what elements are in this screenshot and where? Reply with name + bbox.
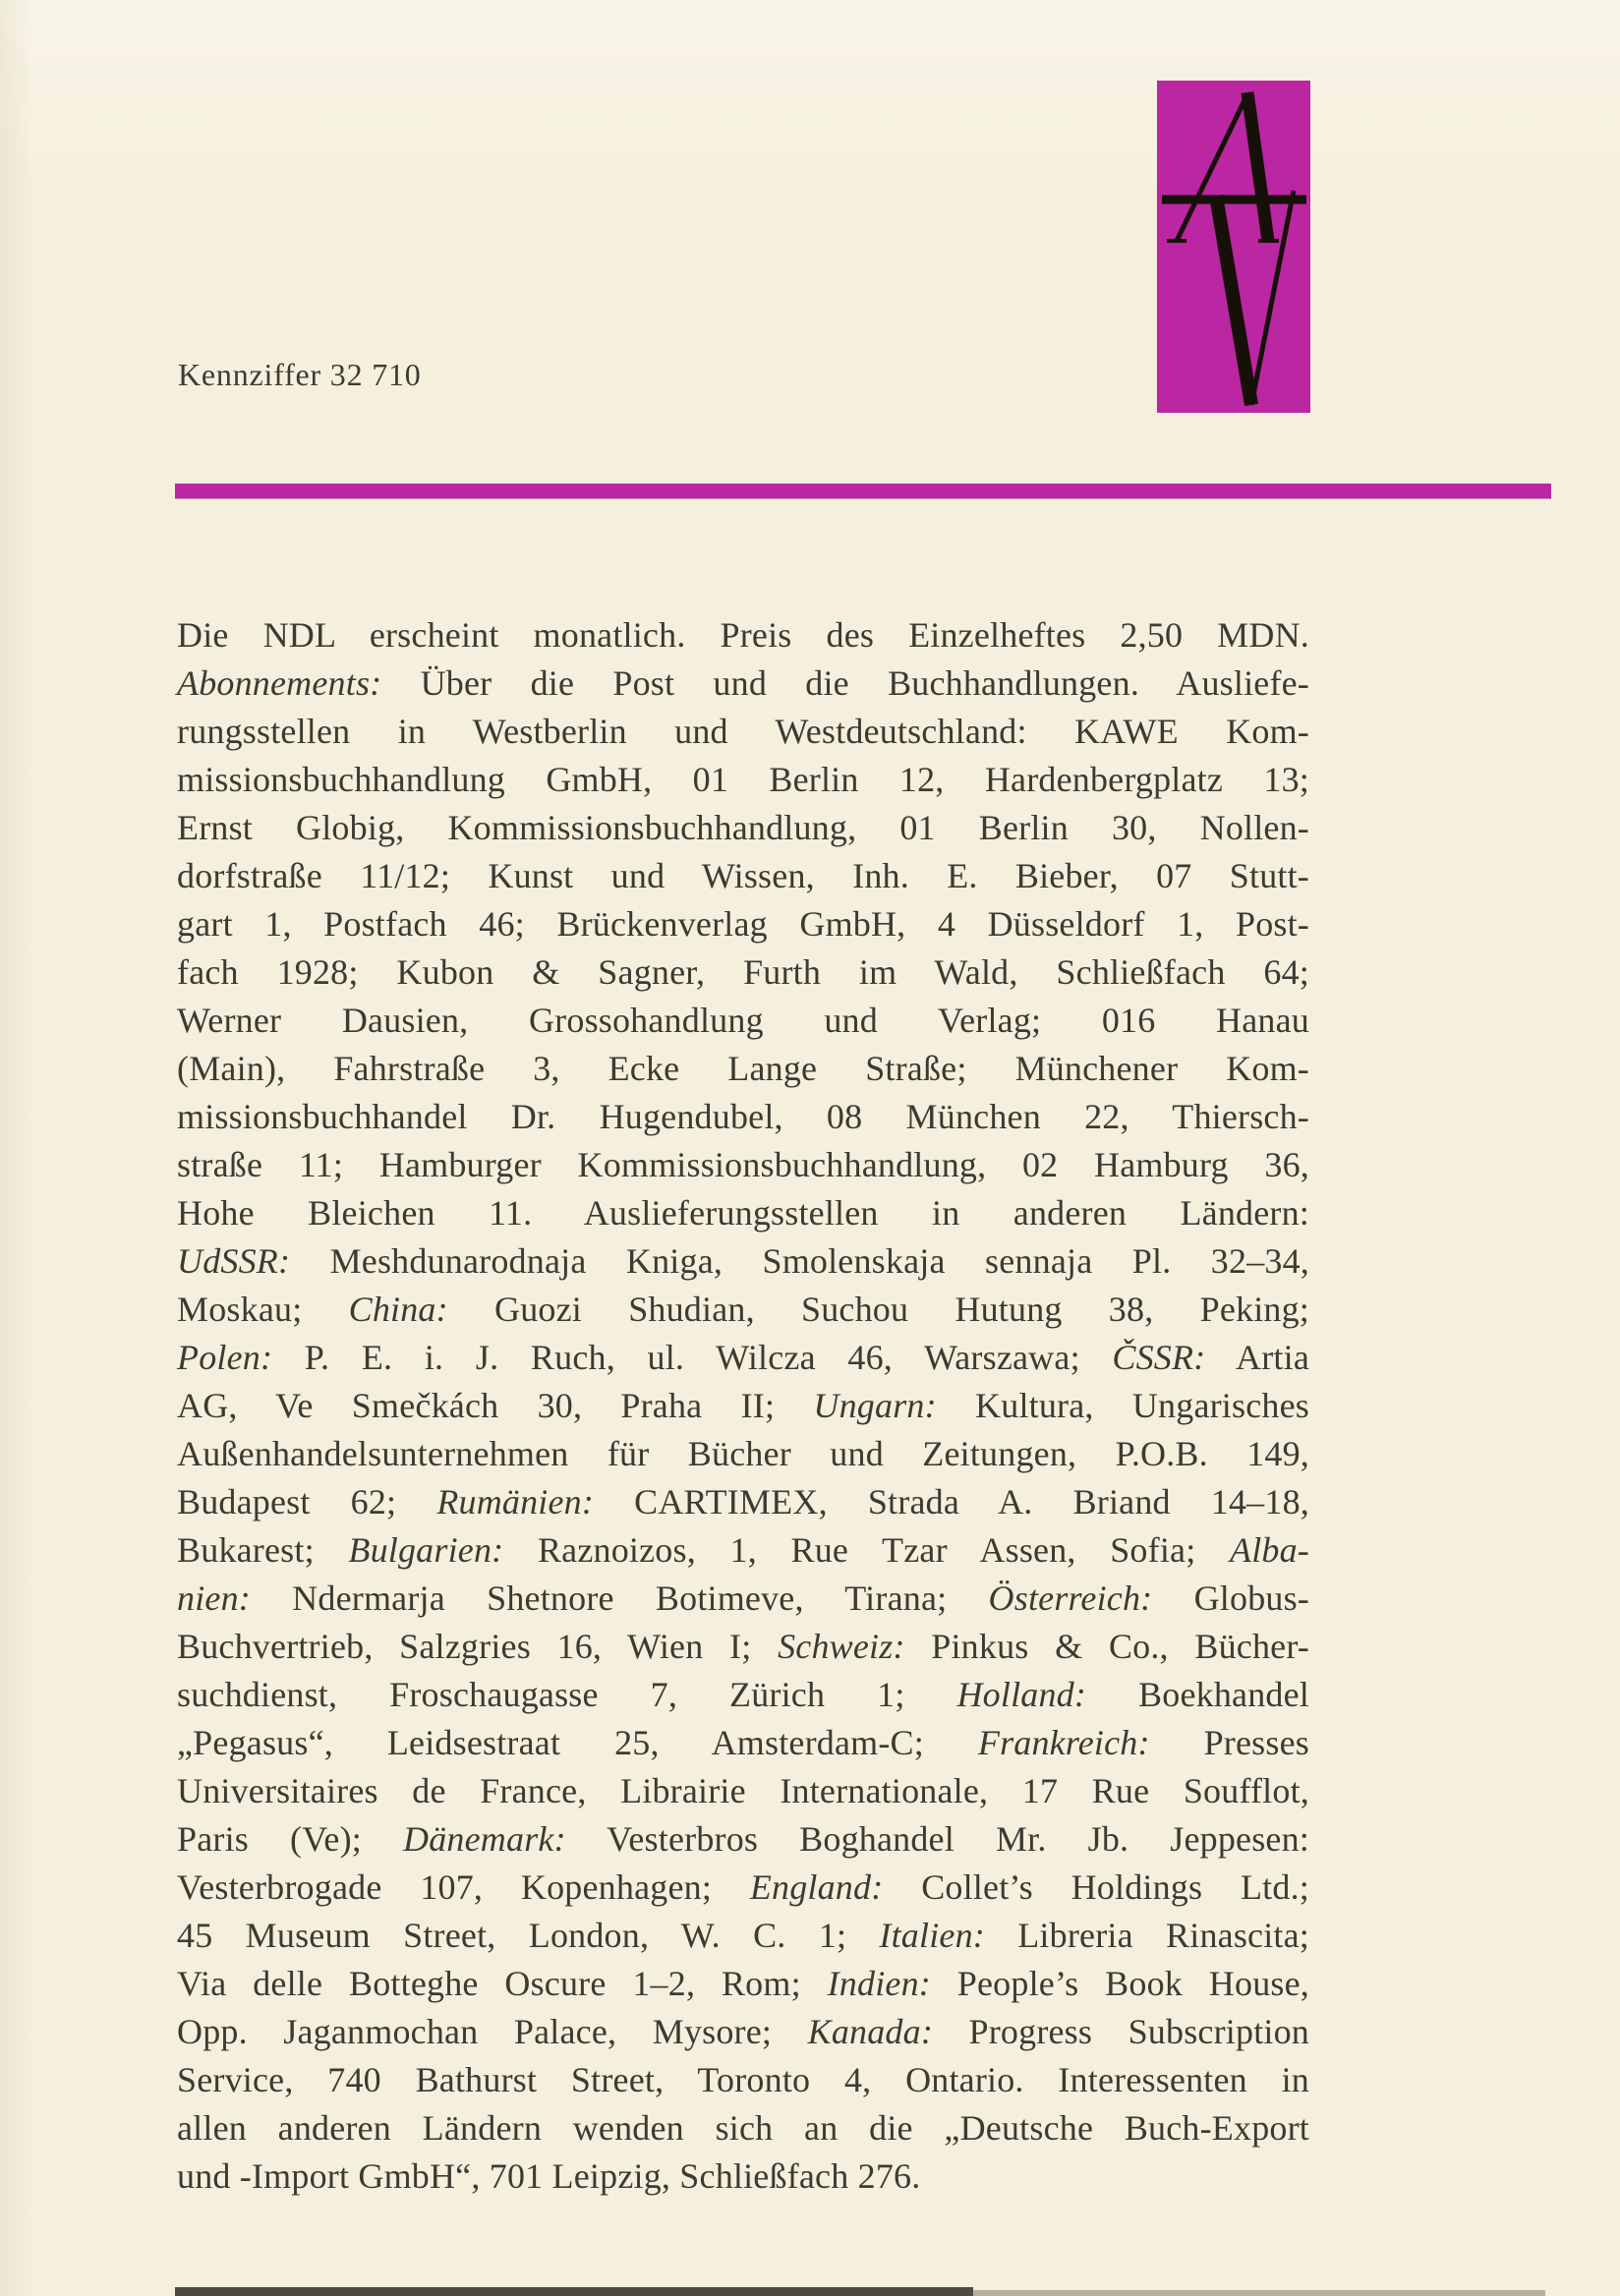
text-line xyxy=(177,1864,1309,1912)
colophon-text xyxy=(177,611,1309,2201)
text-segment: suchdienst, Froschaugasse 7, Zürich 1; xyxy=(177,1675,957,1714)
text-segment: Service, 740 Bathurst Street, Toronto 4, Ontario. Interessenten in xyxy=(177,2060,1309,2099)
text-segment: Paris (Ve); xyxy=(177,1819,404,1859)
text-segment: Vesterbrogade 107, Kopenhagen; xyxy=(177,1867,750,1907)
text-line xyxy=(177,1334,1309,1382)
text-line xyxy=(177,1912,1309,1960)
country-label: UdSSR: xyxy=(177,1241,291,1281)
text-line xyxy=(177,1526,1309,1575)
text-line xyxy=(177,1237,1309,1286)
text-line xyxy=(177,1767,1309,1815)
kennziffer-label: Kennziffer 32 710 xyxy=(178,357,422,392)
text-line xyxy=(177,1093,1309,1141)
country-label: Holland: xyxy=(956,1675,1087,1714)
text-segment: Collet’s Holdings Ltd.; xyxy=(883,1867,1309,1907)
text-segment: missionsbuchhandel Dr. Hugendubel, 08 München 22, Thiersch- xyxy=(177,1097,1309,1136)
text-line xyxy=(177,1430,1309,1478)
text-line xyxy=(177,2056,1309,2104)
text-segment: Presses xyxy=(1149,1723,1309,1762)
text-line xyxy=(177,1960,1309,2008)
text-line xyxy=(177,997,1309,1045)
text-segment: Pinkus & Co., Bücher- xyxy=(904,1627,1309,1666)
text-segment: dorfstraße 11/12; Kunst und Wissen, Inh. E. Bieber, 07 Stutt- xyxy=(177,856,1309,895)
country-label: Polen: xyxy=(177,1338,273,1377)
text-line xyxy=(177,1671,1309,1719)
country-label: Indien: xyxy=(827,1964,931,2003)
text-line xyxy=(177,1382,1309,1430)
text-line xyxy=(177,1286,1309,1334)
text-line xyxy=(177,852,1309,900)
text-segment: Budapest 62; xyxy=(177,1482,437,1521)
text-segment: Universitaires de France, Librairie Internationale, 17 Rue Soufflot, xyxy=(177,1771,1309,1810)
text-segment: Vesterbros Boghandel Mr. Jb. Jeppesen: xyxy=(565,1819,1309,1859)
text-segment: Artia xyxy=(1205,1338,1309,1377)
text-segment: P. E. i. J. Ruch, ul. Wilcza 46, Warszawa; xyxy=(272,1338,1113,1377)
text-segment: „Pegasus“, Leidsestraat 25, Amsterdam-C; xyxy=(177,1723,978,1762)
text-segment: Außenhandelsunternehmen für Bücher und Zeitungen, P.O.B. 149, xyxy=(177,1434,1309,1473)
text-segment: (Main), Fahrstraße 3, Ecke Lange Straße; Münchener Kom- xyxy=(177,1049,1309,1088)
magenta-divider-rule xyxy=(175,484,1551,498)
text-segment: AG, Ve Smečkách 30, Praha II; xyxy=(177,1386,814,1425)
scan-artifact-bottom-light xyxy=(973,2290,1545,2296)
text-line xyxy=(177,1045,1309,1093)
text-segment: Hohe Bleichen 11. Auslieferungsstellen in anderen Ländern: xyxy=(177,1193,1309,1233)
text-segment: Moskau; xyxy=(177,1290,349,1329)
country-label: Rumänien: xyxy=(436,1482,595,1521)
country-label: Ungarn: xyxy=(813,1386,937,1425)
text-segment: CARTIMEX, Strada A. Briand 14–18, xyxy=(594,1482,1309,1521)
text-segment: Werner Dausien, Grossohandlung und Verlag; 016 Hanau xyxy=(177,1001,1309,1040)
text-segment: Guozi Shudian, Suchou Hutung 38, Peking; xyxy=(447,1290,1309,1329)
country-label: ČSSR: xyxy=(1112,1338,1206,1377)
text-segment: Die NDL erscheint monatlich. Preis des Einzelheftes 2,50 MDN. xyxy=(177,615,1309,655)
country-label: Abonnements: xyxy=(177,663,382,703)
text-line xyxy=(177,2104,1309,2152)
text-line xyxy=(177,1575,1309,1623)
text-segment: missionsbuchhandlung GmbH, 01 Berlin 12, Hardenbergplatz 13; xyxy=(177,760,1309,799)
text-line xyxy=(177,1478,1309,1526)
text-line xyxy=(177,900,1309,948)
text-segment: Ndermarja Shetnore Botimeve, Tirana; xyxy=(250,1578,989,1618)
text-segment: Buchvertrieb, Salzgries 16, Wien I; xyxy=(177,1627,779,1666)
text-segment: Libreria Rinascita; xyxy=(984,1916,1309,1955)
text-line xyxy=(177,708,1309,756)
text-line xyxy=(177,1623,1309,1671)
country-label: Alba- xyxy=(1230,1530,1309,1570)
country-label: Kanada: xyxy=(807,2012,934,2051)
country-label: Bulgarien: xyxy=(348,1530,504,1570)
text-segment: Bukarest; xyxy=(177,1530,349,1570)
text-segment: Progress Subscription xyxy=(933,2012,1309,2051)
country-label: Österreich: xyxy=(988,1578,1153,1618)
text-segment: Kultura, Ungarisches xyxy=(936,1386,1309,1425)
text-segment: Meshdunarodnaja Kniga, Smolenskaja sennaja Pl. 32–34, xyxy=(290,1241,1309,1281)
text-segment: rungsstellen in Westberlin und Westdeutschland: KAWE Kom- xyxy=(177,712,1309,751)
country-label: China: xyxy=(348,1290,448,1329)
text-line xyxy=(177,948,1309,997)
country-label: nien: xyxy=(177,1578,251,1618)
text-segment: Via delle Botteghe Oscure 1–2, Rom; xyxy=(177,1964,828,2003)
country-label: Schweiz: xyxy=(778,1627,905,1666)
text-segment: 45 Museum Street, London, W. C. 1; xyxy=(177,1916,880,1955)
text-line xyxy=(177,756,1309,804)
text-line xyxy=(177,1815,1309,1864)
text-line xyxy=(177,1189,1309,1237)
text-segment: gart 1, Postfach 46; Brückenverlag GmbH, 4 Düsseldorf 1, Post- xyxy=(177,904,1309,944)
text-segment: Opp. Jaganmochan Palace, Mysore; xyxy=(177,2012,808,2051)
text-line xyxy=(177,660,1309,708)
scan-artifact-bottom-dark xyxy=(175,2287,973,2296)
text-segment: Raznoizos, 1, Rue Tzar Assen, Sofia; xyxy=(503,1530,1230,1570)
country-label: Italien: xyxy=(879,1916,985,1955)
text-segment: fach 1928; Kubon & Sagner, Furth im Wald, Schließfach 64; xyxy=(177,952,1309,992)
country-label: England: xyxy=(749,1867,884,1907)
text-segment: allen anderen Ländern wenden sich an die „Deutsche Buch-Export xyxy=(177,2108,1309,2148)
text-line xyxy=(177,1719,1309,1767)
text-line xyxy=(177,611,1309,660)
text-segment: People’s Book House, xyxy=(930,1964,1309,2003)
text-segment: straße 11; Hamburger Kommissionsbuchhandlung, 02 Hamburg 36, xyxy=(177,1145,1309,1184)
publisher-logo xyxy=(1157,81,1310,413)
text-line xyxy=(177,2152,1309,2201)
av-monogram-icon xyxy=(1157,81,1310,413)
text-segment: Über die Post und die Buchhandlungen. Ausliefe- xyxy=(381,663,1309,703)
text-segment: Boekhandel xyxy=(1086,1675,1309,1714)
text-line xyxy=(177,2008,1309,2056)
country-label: Dänemark: xyxy=(403,1819,566,1859)
text-segment: Ernst Globig, Kommissionsbuchhandlung, 01 Berlin 30, Nollen- xyxy=(177,808,1309,847)
country-label: Frankreich: xyxy=(977,1723,1150,1762)
text-line xyxy=(177,804,1309,852)
text-line xyxy=(177,1141,1309,1189)
text-segment: und -Import GmbH“, 701 Leipzig, Schließfach 276. xyxy=(177,2156,921,2196)
text-segment: Globus- xyxy=(1152,1578,1309,1618)
